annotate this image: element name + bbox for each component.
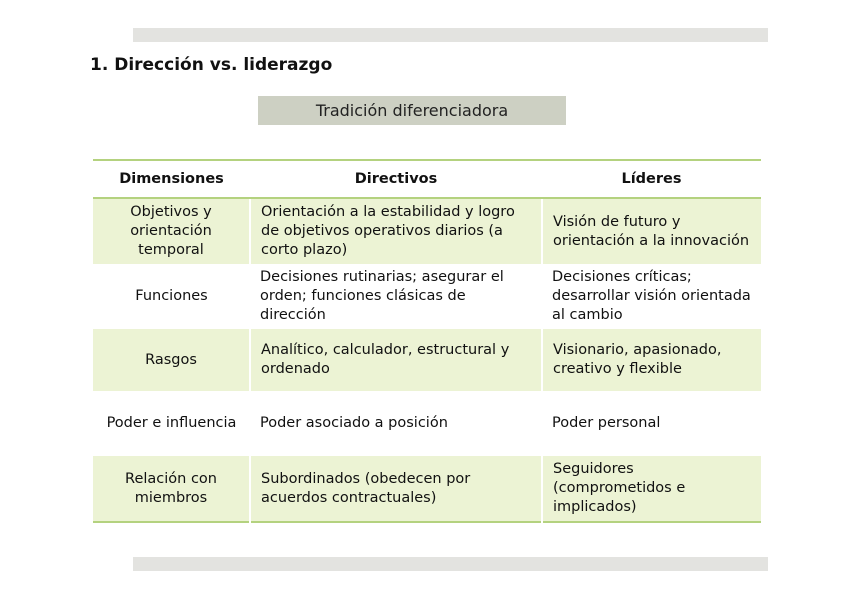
bottom-decorative-bar: [133, 557, 768, 571]
subtitle-box: [258, 96, 566, 125]
lideres-cell: Seguidores (comprometidos e implicados): [542, 456, 761, 522]
table-row: [93, 329, 761, 391]
lideres-cell: Visión de futuro y orientación a la innovación: [542, 198, 761, 264]
table-row: [93, 391, 761, 456]
table-row: [93, 198, 761, 264]
directivos-cell: Subordinados (obedecen por acuerdos contractuales): [250, 456, 542, 522]
section-title: 1. Dirección vs. liderazgo: [90, 55, 333, 75]
dimension-cell: Rasgos: [93, 329, 250, 391]
subtitle-text: Tradición diferenciadora: [315, 101, 509, 120]
header-lideres: Líderes: [542, 160, 761, 198]
dimension-cell: Funciones: [135, 288, 208, 304]
top-decorative-bar: [133, 28, 768, 42]
dimension-cell: Objetivos y orientación temporal: [93, 198, 250, 264]
header-directivos: Directivos: [250, 160, 542, 198]
directivos-cell: Poder asociado a posición: [260, 415, 448, 431]
dimension-cell: Relación con miembros: [93, 456, 250, 522]
lideres-cell: Decisiones críticas; desarrollar visión orientada al cambio: [552, 269, 751, 323]
header-dimensiones: Dimensiones: [93, 160, 250, 198]
lideres-cell: Poder personal: [552, 415, 661, 431]
directivos-cell: Orientación a la estabilidad y logro de objetivos operativos diarios (a corto plazo): [250, 198, 542, 264]
table-row: [93, 456, 761, 522]
lideres-cell: Visionario, apasionado, creativo y flexible: [542, 329, 761, 391]
comparison-table: [93, 159, 761, 523]
directivos-cell: Decisiones rutinarias; asegurar el orden; funciones clásicas de dirección: [260, 269, 504, 323]
directivos-cell: Analítico, calculador, estructural y ordenado: [250, 329, 542, 391]
table-header-row: [93, 160, 761, 198]
table-row: [93, 264, 761, 329]
dimension-cell: Poder e influencia: [106, 415, 237, 431]
